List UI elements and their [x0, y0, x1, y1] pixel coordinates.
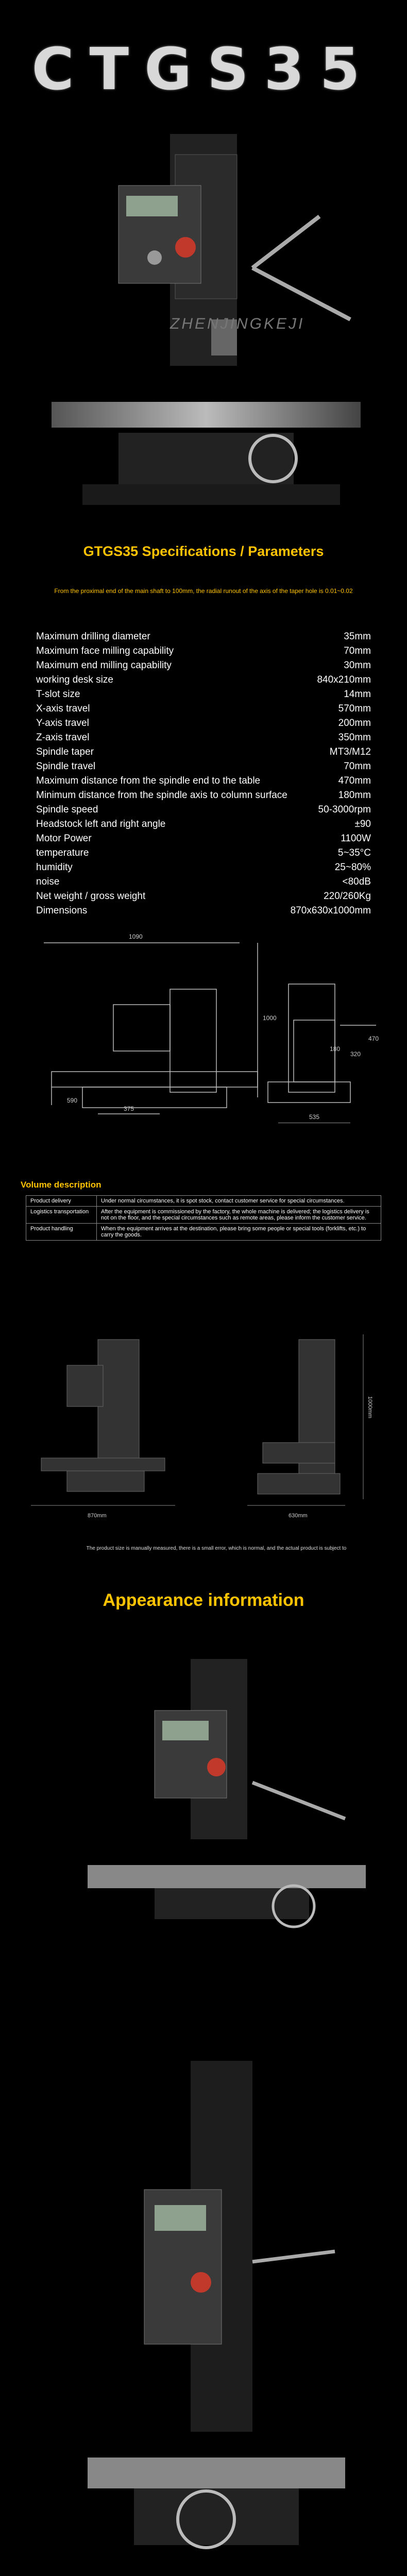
spec-value: 25~80% — [334, 862, 371, 873]
spec-row — [36, 804, 371, 819]
spec-label: Spindle travel — [36, 761, 96, 772]
spec-row — [36, 631, 371, 646]
spec-row — [36, 703, 371, 718]
spec-label: Maximum end milling capability — [36, 660, 172, 671]
spec-label: Maximum face milling capability — [36, 646, 174, 656]
table-row — [26, 1196, 381, 1207]
dim-width: 1090 — [129, 933, 143, 940]
spec-row — [36, 732, 371, 747]
spec-row — [36, 660, 371, 674]
dim-a: 180 — [330, 1045, 341, 1053]
spec-label: Z-axis travel — [36, 732, 90, 743]
spec-label: Headstock left and right angle — [36, 819, 166, 829]
dim-side: 535 — [309, 1113, 320, 1121]
specs-title: GTGS35 Specifications / Parameters — [83, 544, 324, 559]
spec-value: MT3/M12 — [329, 747, 371, 757]
spec-value: 870x630x1000mm — [290, 905, 371, 916]
spec-label: Motor Power — [36, 833, 92, 844]
dim-b: 320 — [350, 1050, 361, 1058]
spec-value: 570mm — [338, 703, 371, 714]
spec-row — [36, 819, 371, 833]
spec-value: 70mm — [344, 646, 371, 656]
row-text: Under normal circumstances, it is spot stock, contact customer service for special circumstances. — [97, 1196, 381, 1207]
spec-row — [36, 790, 371, 804]
spec-row — [36, 646, 371, 660]
volume-table — [26, 1195, 381, 1241]
technical-drawing — [21, 927, 386, 1123]
spec-value: 5~35°C — [337, 848, 371, 858]
spec-value: 14mm — [344, 689, 371, 700]
spec-value: <80dB — [342, 876, 371, 887]
spec-value: 200mm — [338, 718, 371, 728]
brand-title: CTGS35 — [31, 36, 376, 103]
spec-value: 220/260Kg — [324, 891, 371, 902]
measurement-note: The product size is manually measured, there is a small error, which is normal, and the actual product is subject to — [86, 1546, 347, 1551]
row-label: Product handling — [26, 1224, 97, 1241]
spec-row — [36, 775, 371, 790]
spec-value: 470mm — [338, 775, 371, 786]
spec-label: T-slot size — [36, 689, 80, 700]
spec-value: 35mm — [344, 631, 371, 642]
dim-top: 1000 — [263, 1014, 277, 1022]
spec-value: 70mm — [344, 761, 371, 772]
spec-value: 50-3000rpm — [318, 804, 371, 815]
photo-depth-label: 630mm — [289, 1513, 308, 1519]
spec-label: Maximum distance from the spindle end to the table — [36, 775, 261, 786]
spec-value: 180mm — [338, 790, 371, 801]
spec-label: Y-axis travel — [36, 718, 89, 728]
spec-label: X-axis travel — [36, 703, 90, 714]
row-text: After the equipment is commissioned by the factory, the whole machine is delivered; the logistics delivery is not on the floor, and the special circumstances such as remote areas, please inform the customer service. — [97, 1207, 381, 1224]
spec-label: noise — [36, 876, 60, 887]
spec-value: 1100W — [341, 833, 371, 844]
volume-title: Volume description — [21, 1180, 101, 1190]
spec-row — [36, 674, 371, 689]
dimension-photos — [21, 1319, 386, 1535]
spec-value: 30mm — [344, 660, 371, 671]
spec-row — [36, 891, 371, 905]
table-row — [26, 1224, 381, 1241]
spec-row — [36, 747, 371, 761]
spec-label: Spindle taper — [36, 747, 94, 757]
specs-subtitle: From the proximal end of the main shaft to 100mm, the radial runout of the axis of the taper hole is 0.01~0.02 — [54, 587, 353, 595]
row-text: When the equipment arrives at the destination, please bring some people or special tools (forklifts, etc.) to carry the goods. — [97, 1224, 381, 1241]
spec-label: Dimensions — [36, 905, 88, 916]
spec-row — [36, 761, 371, 775]
spec-label: temperature — [36, 848, 89, 858]
spec-value: 840x210mm — [317, 674, 371, 685]
dim-table: 590 — [67, 1097, 78, 1104]
spec-label: working desk size — [36, 674, 113, 685]
row-label: Product delivery — [26, 1196, 97, 1207]
appearance-title: Appearance information — [103, 1590, 304, 1610]
appearance-photo-2 — [77, 2056, 366, 2571]
spec-label: humidity — [36, 862, 73, 873]
spec-label: Maximum drilling diameter — [36, 631, 150, 642]
appearance-photo-1 — [77, 1654, 366, 1942]
watermark: ZHENJINGKEJI — [170, 315, 305, 332]
spec-label: Net weight / gross weight — [36, 891, 146, 902]
spec-row — [36, 876, 371, 891]
dim-c: 470 — [368, 1035, 379, 1042]
spec-row — [36, 905, 371, 920]
dim-base: 375 — [124, 1105, 134, 1112]
photo-width-label: 870mm — [88, 1513, 107, 1519]
spec-row — [36, 848, 371, 862]
spec-label: Spindle speed — [36, 804, 98, 815]
spec-value: 350mm — [338, 732, 371, 743]
table-row — [26, 1207, 381, 1224]
photo-height-label: 1000mm — [367, 1396, 373, 1418]
spec-row — [36, 718, 371, 732]
row-label: Logistics transportation — [26, 1207, 97, 1224]
spec-value: ±90 — [354, 819, 371, 829]
spec-label: Minimum distance from the spindle axis to column surface — [36, 790, 287, 801]
spec-row — [36, 833, 371, 848]
spec-row — [36, 689, 371, 703]
spec-row — [36, 862, 371, 876]
